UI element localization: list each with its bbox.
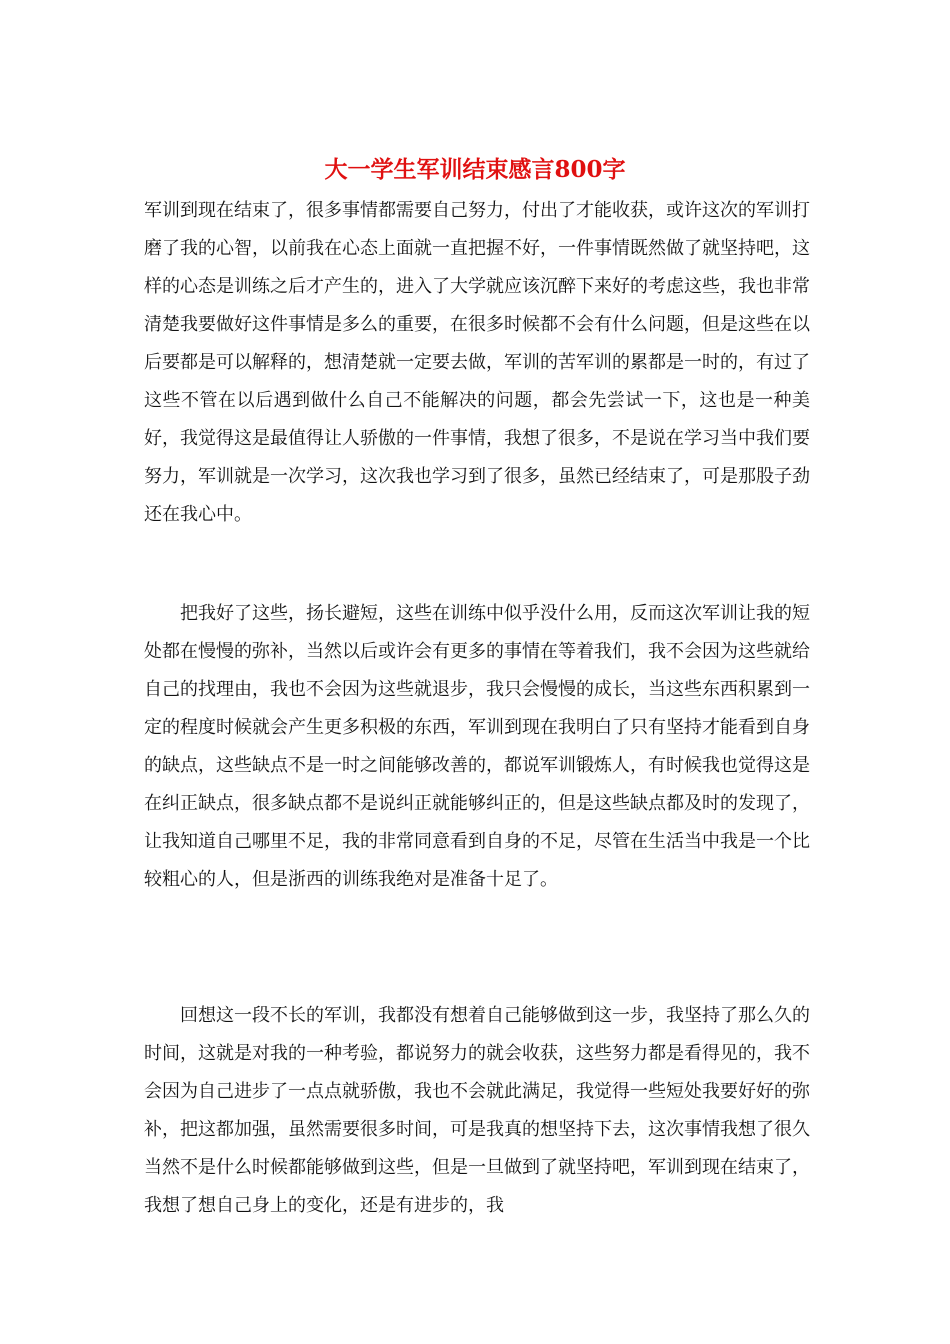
- paragraph-1: 军训到现在结束了，很多事情都需要自己努力，付出了才能收获，或许这次的军训打磨了我的心智，以前我在心态上面就一直把握不好，一件事情既然做了就坚持吧，这样的心态是训练之后才产生的，进入了大学就应该沉醉下来好的考虑这些，我也非常清楚我要做好这件事情是多么的重要，在很多时候都不会有什么问题，但是这些在以后要都是可以解释的，想清楚就一定要去做，军训的苦军训的累都是一时的，有过了这些不管在以后遇到做什么自己不能解决的问题，都会先尝试一下，这也是一种美好，我觉得这是最值得让人骄傲的一件事情，我想了很多，不是说在学习当中我们要努力，军训就是一次学习，这次我也学习到了很多，虽然已经结束了，可是那股子劲还在我心中。: [144, 200, 810, 525]
- paragraph-2: 把我好了这些，扬长避短，这些在训练中似乎没什么用，反而这次军训让我的短处都在慢慢的弥补，当然以后或许会有更多的事情在等着我们，我不会因为这些就给自己的找理由，我也不会因为这些就退步，我只会慢慢的成长，当这些东西积累到一定的程度时候就会产生更多积极的东西，军训到现在我明白了只有坚持才能看到自身的缺点，这些缺点不是一时之间能够改善的，都说军训锻炼人，有时候我也觉得这是在纠正缺点，很多缺点都不是说纠正就能够纠正的，但是这些缺点都及时的发现了，让我知道自己哪里不足，我的非常同意看到自身的不足，尽管在生活当中我是一个比较粗心的人，但是浙西的训练我绝对是准备十足了。: [144, 603, 810, 890]
- document-title: 大一学生军训结束感言800字: [324, 156, 626, 183]
- paragraph-3: 回想这一段不长的军训，我都没有想着自己能够做到这一步，我坚持了那么久的时间，这就是对我的一种考验，都说努力的就会收获，这些努力都是看得见的，我不会因为自己进步了一点点就骄傲，我也不会就此满足，我觉得一些短处我要好好的弥补，把这都加强，虽然需要很多时间，可是我真的想坚持下去，这次事情我想了很久当然不是什么时候都能够做到这些，但是一旦做到了就坚持吧，军训到现在结束了，我想了想自己身上的变化，还是有进步的，我: [144, 1005, 810, 1216]
